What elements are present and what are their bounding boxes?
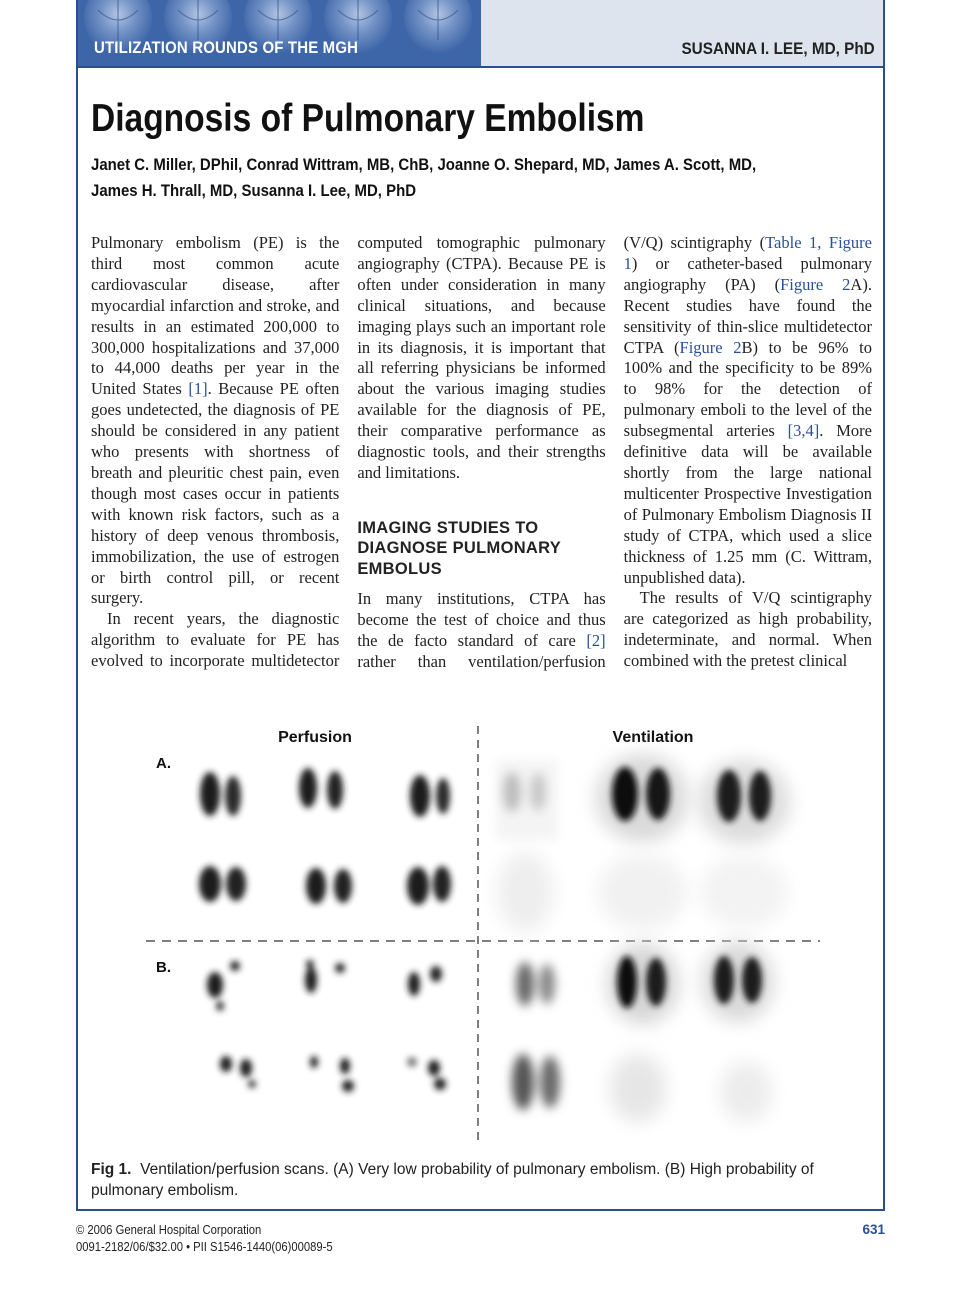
scan-b-perfusion-3 — [408, 966, 442, 996]
scan-b-perfusion-4 — [220, 1056, 256, 1088]
copyright: © 2006 General Hospital Corporation — [76, 1223, 262, 1237]
text-run: ) or catheter-based pulmonary angiography (PA) ( — [623, 253, 872, 294]
paragraph-algorithm: In recent years, the diagnostic algorithm to evaluate for PE has evolved to incorporate multidetector computed tomographic pulmonary angiography (CTPA). Because PE is often under consideration in many clinical situations, and because imaging plays such an important role in its diagnosis, it is important that all referring physicians be informed about the various imaging studies available for the diagnosis of PE, their comparative performance as diagnostic tools, and their strengths and limitations. — [91, 233, 606, 671]
label-ventilation: Ventilation — [612, 729, 694, 746]
scan-b-ventilation-3 — [702, 942, 774, 1022]
label-perfusion: Perfusion — [278, 729, 352, 746]
scan-a-ventilation-4 — [497, 852, 553, 932]
text-run: Pulmonary embolism (PE) is the third most common acute cardiovascular disease, after myocardial infarction and stroke, and results in an estimated 200,000 to 300,000 hospitalizations and 37,000 to 44,000 deaths per year in the United States — [91, 233, 340, 399]
section-heading: IMAGING STUDIES TO DIAGNOSE PULMONARY EMBOLUS — [357, 518, 561, 578]
section-author-banner — [481, 0, 883, 66]
page-number: 631 — [862, 1222, 885, 1237]
text-run: A). Recent studies have found the sensitivity of thin-slice multidetector CTPA ( — [623, 274, 872, 357]
author-list — [91, 152, 865, 204]
scan-b-ventilation-6 — [720, 1062, 772, 1122]
scan-a-ventilation-1 — [496, 760, 558, 840]
text-run: B) to be 96% to 100% and the specificity to be 89% to 98% for the detection of pulmonary emboli to the level of the subsegmental arteries — [623, 337, 872, 441]
scan-b-perfusion-1 — [207, 961, 240, 1011]
scan-b-ventilation-2 — [607, 944, 679, 1024]
authors-line-2: James H. Thrall, MD, Susanna I. Lee, MD, PhD — [91, 181, 417, 200]
header-rule — [78, 66, 883, 68]
text-run: rather than ventilation/perfusion (V/Q) scintigraphy ( — [357, 233, 766, 672]
scan-a-ventilation-3 — [698, 760, 790, 844]
issn-pii: 0091-2182/06/$32.00 • PII S1546-1440(06)00089-5 — [76, 1239, 333, 1254]
figure-2b-link[interactable]: Figure 2 — [679, 337, 742, 357]
scan-a-perfusion-3 — [410, 775, 450, 817]
article-body — [91, 233, 872, 685]
scan-b-ventilation-5 — [610, 1054, 666, 1122]
reference-link-2[interactable]: [2] — [586, 631, 606, 651]
text-run: . More definitive data will be available shortly from the large national multicenter Prospective Investigation of Pulmonary Embolism Diagnosis II study of CTPA, which used a slice thickness of 1.25 mm (C. Wittram, unpublished data). — [623, 421, 872, 587]
figure-caption — [91, 1159, 881, 1201]
scan-b-ventilation-4 — [512, 1054, 560, 1110]
series-title: UTILIZATION ROUNDS OF THE MGH — [94, 38, 359, 57]
text-run: . Because PE often goes undetected, the diagnosis of PE should be considered in any patient who presents with shortness of breath and pleuritic chest pain, even though most cases occur in patients with known risk factors, such as a history of deep venous thrombosis, immobilization, the use of estrogen or birth control pill, or recent surgery. — [91, 379, 340, 608]
scan-a-ventilation-2 — [596, 754, 688, 842]
paragraph-vq-results: The results of V/Q scintigraphy are categorized as high probability, indeterminate, and normal. When combined with the pretest clinical — [623, 588, 872, 671]
table-figure-link[interactable]: Table 1, Figure 1 — [623, 233, 872, 273]
figure-2-link[interactable]: Figure 2 — [780, 274, 851, 294]
section-author: SUSANNA I. LEE, MD, PhD — [681, 39, 875, 58]
series-banner — [78, 0, 481, 66]
scan-a-perfusion-4 — [199, 866, 246, 902]
figure-number: Fig 1. — [91, 1161, 132, 1178]
reference-link-3-4[interactable]: [3,4] — [787, 421, 820, 441]
label-panel-a: A. — [156, 755, 171, 772]
scan-b-perfusion-6 — [407, 1057, 446, 1090]
scan-a-ventilation-6 — [700, 856, 788, 928]
label-panel-b: B. — [156, 959, 171, 976]
footer-copyright-block — [76, 1222, 333, 1255]
scan-a-perfusion-1 — [200, 772, 241, 816]
scan-b-perfusion-5 — [310, 1056, 354, 1092]
authors-line-1: Janet C. Miller, DPhil, Conrad Wittram, MB, ChB, Joanne O. Shepard, MD, James A. Scott, MD, — [91, 155, 757, 174]
scan-b-ventilation-1 — [516, 962, 555, 1006]
scan-a-perfusion-2 — [299, 768, 343, 809]
scan-a-ventilation-5 — [598, 854, 686, 930]
caption-text: Ventilation/perfusion scans. (A) Very low probability of pulmonary embolism. (B) High probability of pulmonary embolism. — [91, 1161, 814, 1199]
text-run: In many institutions, CTPA has become the test of choice and thus the de facto standard of care — [357, 589, 606, 651]
article-title: Diagnosis of Pulmonary Embolism — [91, 97, 645, 140]
paragraph-intro — [91, 233, 339, 609]
figure-1-vq-scans — [140, 722, 830, 1147]
scan-a-perfusion-6 — [407, 866, 451, 905]
scan-b-perfusion-2 — [305, 960, 345, 993]
reference-link-1[interactable]: [1] — [188, 379, 208, 399]
scan-a-perfusion-5 — [306, 868, 352, 904]
